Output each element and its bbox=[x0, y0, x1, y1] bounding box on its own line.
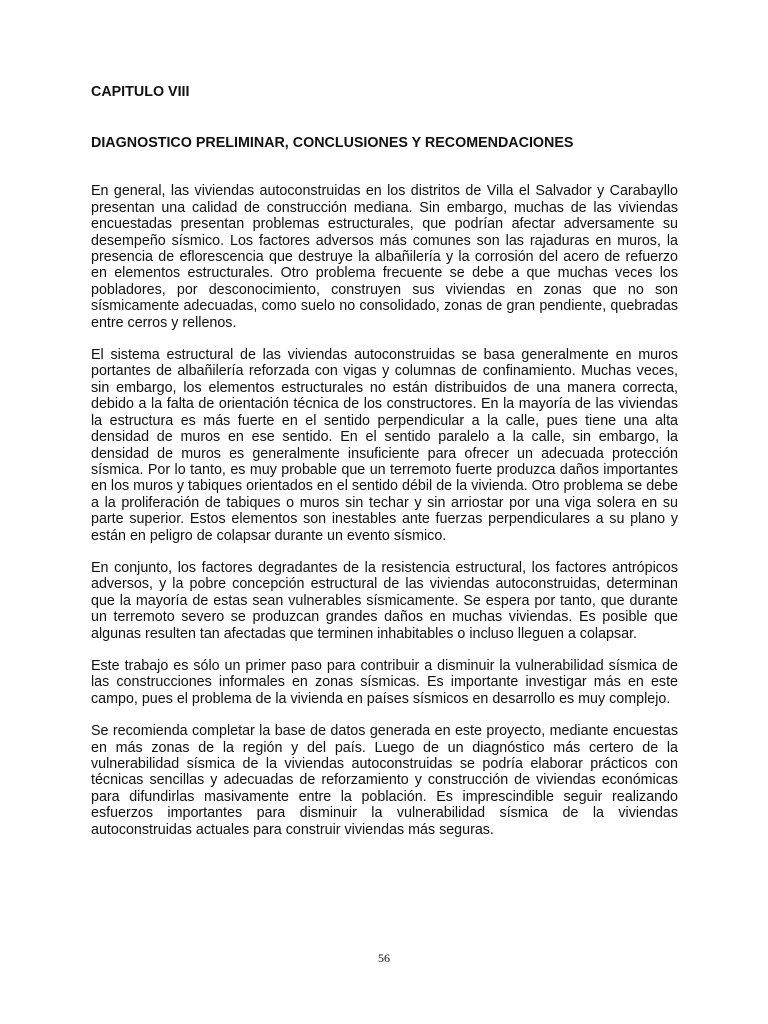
page-number: 56 bbox=[378, 951, 390, 965]
paragraph-structural-system: El sistema estructural de las viviendas autoconstruidas se basa generalmente en muros portantes de albañilería reforzada con vigas y columnas de confinamiento. Muchas veces, sin embargo, los elementos estructurales no están distribuidos de una manera correcta, debido a la falta de orientación técnica de los constructores. En la mayoría de las viviendas la estructura es más fuerte en el sentido perpendicular a la calle, pues tiene una alta densidad de muros en ese sentido. En el sentido paralelo a la calle, sin embargo, la densidad de muros es generalmente insuficiente para ofrecer un adecuada protección sísmica. Por lo tanto, es muy probable que un terremoto fuerte produzca daños importantes en los muros y tabiques orientados en el sentido débil de la vivienda. Otro problema se debe a la proliferación de tabiques o muros sin techar y sin arriostar por una viga solera en su parte superior. Estos elementos son inestables ante fuerzas perpendiculares a su plano y están en peligro de colapsar durante un evento sísmico. bbox=[91, 347, 678, 544]
paragraph-vulnerability: En conjunto, los factores degradantes de la resistencia estructural, los factores antrópicos adversos, y la pobre concepción estructural de las viviendas autoconstruidas, determinan que la mayoría de estas sean vulnerables sísmicamente. Se espera por tanto, que durante un terremoto severo se produzcan grandes daños en muchas viviendas. Es posible que algunas resulten tan afectadas que terminen inhabitables o incluso lleguen a colapsar. bbox=[91, 559, 678, 642]
paragraph-first-step: Este trabajo es sólo un primer paso para contribuir a disminuir la vulnerabilidad sísmica de las construcciones informales en zonas sísmicas. Es importante investigar más en este campo, pues el problema de la vivienda en países sísmicos en desarrollo es muy complejo. bbox=[91, 657, 678, 707]
section-title: DIAGNOSTICO PRELIMINAR, CONCLUSIONES Y RECOMENDACIONES bbox=[91, 135, 574, 151]
page-content bbox=[91, 84, 678, 838]
chapter-heading: CAPITULO VIII bbox=[91, 84, 190, 100]
paragraph-general-quality: En general, las viviendas autoconstruidas en los distritos de Villa el Salvador y Carabayllo presentan una calidad de construcción mediana. Sin embargo, muchas de las viviendas encuestadas presentan problemas estructurales, que podrían afectar adversamente su desempeño sísmico. Los factores adversos más comunes son las rajaduras en muros, la presencia de eflorescencia que destruye la albañilería y la corrosión del acero de refuerzo en elementos estructurales. Otro problema frecuente se debe a que muchas veces los pobladores, por desconocimiento, construyen sus viviendas en zonas que no son sísmicamente adecuadas, como suelo no consolidado, zonas de gran pendiente, quebradas entre cerros y rellenos. bbox=[91, 183, 678, 331]
paragraph-recommendations: Se recomienda completar la base de datos generada en este proyecto, mediante encuestas en más zonas de la región y del país. Luego de un diagnóstico más certero de la vulnerabilidad sísmica de la viviendas autoconstruidas se podría elaborar prácticos con técnicas sencillas y adecuadas de reforzamiento y construcción de viviendas económicas para difundirlas masivamente entre la población. Es imprescindible seguir realizando esfuerzos importantes para disminuir la vulnerabilidad sísmica de la viviendas autoconstruidas actuales para construir viviendas más seguras. bbox=[91, 723, 678, 838]
